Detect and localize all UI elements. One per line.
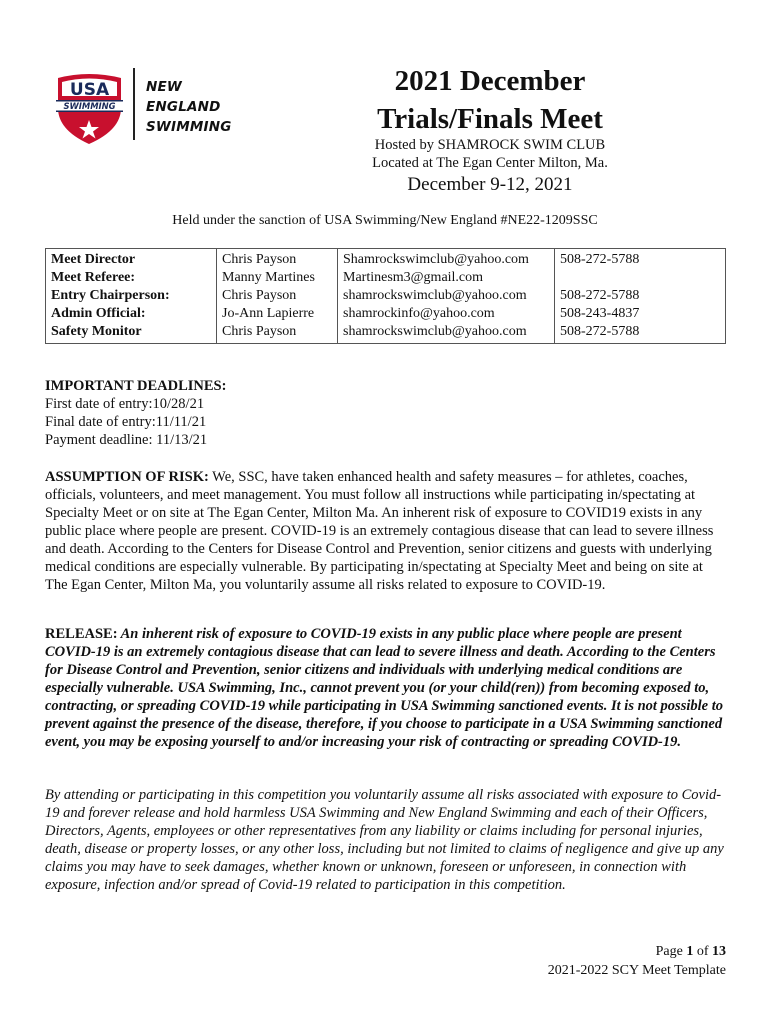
final-entry-date: Final date of entry:11/11/21 <box>45 414 207 430</box>
svg-text:SWIMMING: SWIMMING <box>63 101 116 112</box>
official-email: shamrockswimclub@yahoo.com <box>338 323 555 344</box>
official-phone: 508-272-5788 <box>555 249 726 270</box>
official-role: Meet Director <box>46 249 217 270</box>
attending-paragraph: By attending or participating in this competition you voluntarily assume all risks associated with exposure to Covid-19 and forever release and hold harmless USA Swimming and New England Swimming and each of their Officers, Directors, Agents, employees or other representatives from any liability or claims including for personal injuries, death, disease or property losses, or any other loss, including but not limited to claims of negligence and give up any claims you may have to seek damages, whether known or unknown, foreseen or unforeseen, in connection with exposure, infection and/or spread of Covid-19 related to participation in this competition. <box>45 787 724 893</box>
official-name: Chris Payson <box>217 287 338 305</box>
official-name: Manny Martines <box>217 269 338 287</box>
officials-table <box>45 248 726 344</box>
official-phone: 508-272-5788 <box>555 323 726 344</box>
page-footer <box>548 942 726 980</box>
official-email: Martinesm3@gmail.com <box>338 269 555 287</box>
assumption-text: We, SSC, have taken enhanced health and safety measures – for athletes, coaches, officials, volunteers, and meet management. You must follow all instructions while participating in/spectating at Specialty Meet or on site at The Egan Center, Milton Ma. An inherent risk of exposure to COVID19 exists in any public place where people are present. COVID-19 is an extremely contagious disease that can lead to severe illness and death. According to the Centers for Disease Control and Prevention, senior citizens and guests with underlying medical conditions are especially vulnerable. By participating in/spectating at Specialty Meet and being on site at The Egan Center, Milton Ma, you voluntarily assume all risks related to exposure to COVID-19. <box>45 469 714 593</box>
official-role: Admin Official: <box>46 305 217 323</box>
meet-title <box>340 62 640 138</box>
meet-title-line-2: Trials/Finals Meet <box>377 103 603 135</box>
deadlines-section <box>45 377 226 449</box>
deadlines-heading: IMPORTANT DEADLINES: <box>45 378 227 394</box>
official-email: Shamrockswimclub@yahoo.com <box>338 249 555 270</box>
wordmark-line-1: NEW <box>146 79 183 95</box>
hosted-by: Hosted by SHAMROCK SWIM CLUB <box>374 137 606 153</box>
usa-swimming-badge-icon <box>52 68 127 148</box>
page-of: of <box>693 944 712 959</box>
official-email: shamrockswimclub@yahoo.com <box>338 287 555 305</box>
official-email: shamrockinfo@yahoo.com <box>338 305 555 323</box>
payment-deadline: Payment deadline: 11/13/21 <box>45 432 208 448</box>
official-role: Safety Monitor <box>46 323 217 344</box>
meet-title-line-1: 2021 December <box>394 65 586 97</box>
official-phone: 508-272-5788 <box>555 287 726 305</box>
official-phone <box>555 269 726 287</box>
table-row <box>46 249 726 270</box>
table-row <box>46 305 726 323</box>
official-role: Meet Referee: <box>46 269 217 287</box>
official-name: Jo-Ann Lapierre <box>217 305 338 323</box>
page-prefix: Page <box>655 944 687 959</box>
assumption-of-risk-paragraph <box>45 468 727 594</box>
svg-text:USA: USA <box>69 80 110 100</box>
release-label: RELEASE: <box>45 626 118 642</box>
wordmark-line-2: ENGLAND <box>146 99 221 115</box>
host-info <box>340 136 640 172</box>
table-row <box>46 323 726 344</box>
table-row <box>46 287 726 305</box>
page-current: 1 <box>686 944 694 959</box>
official-name: Chris Payson <box>217 249 338 270</box>
release-text: An inherent risk of exposure to COVID-19 exists in any public place where people are present COVID-19 is an extremely contagious disease that can lead to severe illness and death. According to the Centers for Disease Control and Prevention, senior citizens and individuals with underlying medical conditions are especially vulnerable. USA Swimming, Inc., cannot prevent you (or your child(ren)) from becoming exposed to, contracting, or spreading COVID-19 while participating in USA Swimming sanctioned events. It is not possible to prevent against the presence of the disease, therefore, if you choose to participate in a USA Swimming sanctioned event, you may be exposing yourself to and/or increasing your risk of contracting or spreading COVID-19. <box>45 626 723 750</box>
logo-divider <box>133 68 135 140</box>
meet-dates: December 9-12, 2021 <box>407 174 573 195</box>
meet-location: Located at The Egan Center Milton, Ma. <box>372 155 608 171</box>
page-total: 13 <box>712 944 726 959</box>
release-paragraph <box>45 625 727 751</box>
page-number <box>548 942 726 961</box>
official-name: Chris Payson <box>217 323 338 344</box>
new-england-swimming-wordmark <box>146 77 232 137</box>
wordmark-line-3: SWIMMING <box>146 119 232 135</box>
official-phone: 508-243-4837 <box>555 305 726 323</box>
table-row <box>46 269 726 287</box>
assumption-label: ASSUMPTION OF RISK: <box>45 469 209 485</box>
first-entry-date: First date of entry:10/28/21 <box>45 396 205 412</box>
sanction-line: Held under the sanction of USA Swimming/New England #NE22-1209SSC <box>172 213 598 228</box>
template-name: 2021-2022 SCY Meet Template <box>547 963 726 978</box>
official-role: Entry Chairperson: <box>46 287 217 305</box>
